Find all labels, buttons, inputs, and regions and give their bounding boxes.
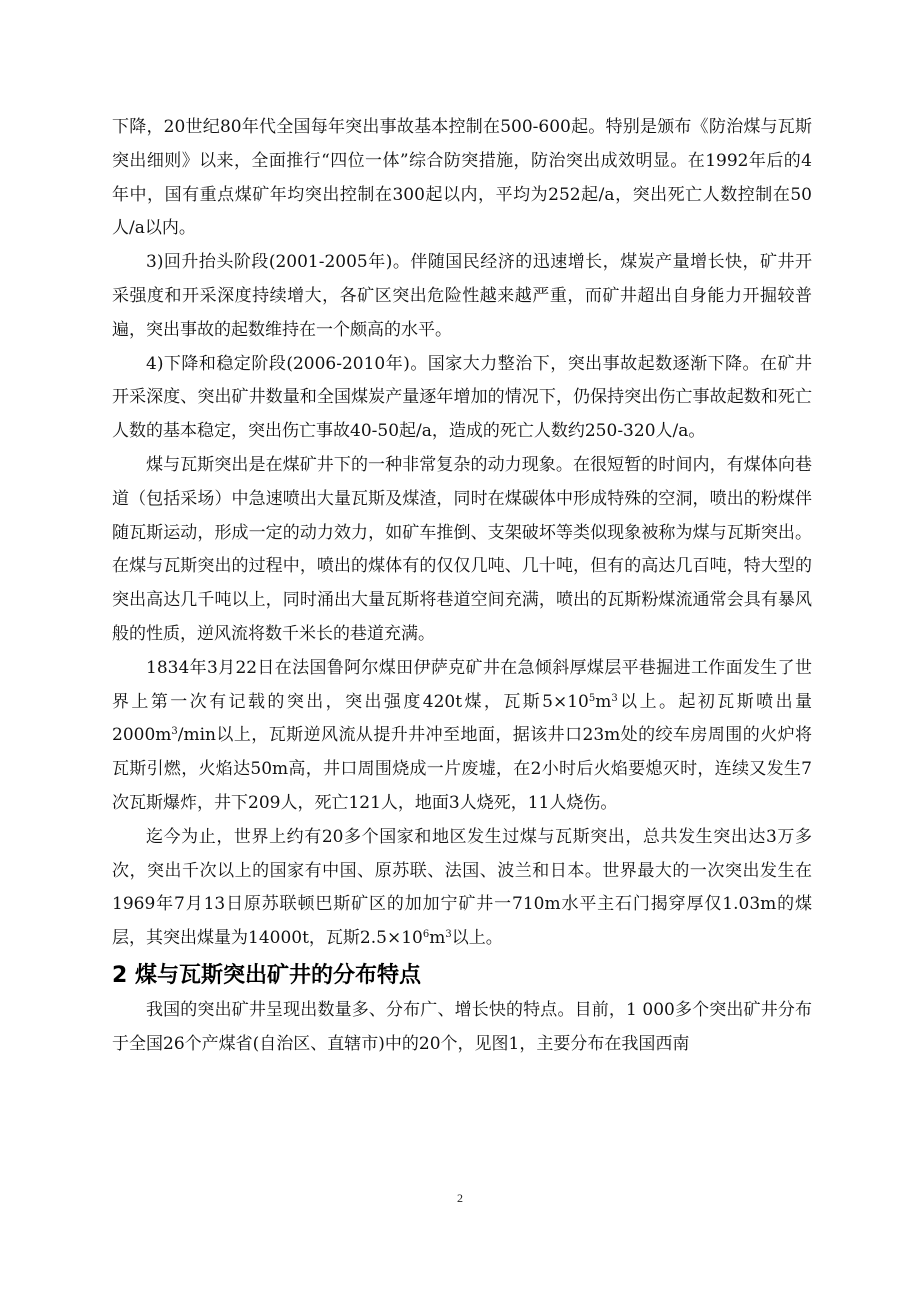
section-heading: 2 煤与瓦斯突出矿井的分布特点 <box>112 962 421 988</box>
superscript: 5 <box>588 692 596 704</box>
paragraph-6-text: 迄今为止，世界上约有20多个国家和地区发生过煤与瓦斯突出，总共发生突出达3万多次，突出千次以上的国家有中国、原苏联、法国、波兰和日本。世界最大的一次突出发生在1969年7月13日原苏联顿巴斯矿区的加加宁矿井一710m水平主石门揭穿厚仅1.03m的煤层，其突出煤量为14000t，瓦斯2.5×10 <box>112 826 812 949</box>
paragraph-6-text: m <box>429 928 446 949</box>
page-number: 2 <box>457 1191 463 1205</box>
page-body <box>112 111 812 1062</box>
superscript: 3 <box>445 929 452 941</box>
paragraph-5 <box>112 652 812 821</box>
paragraph-1: 下降，20世纪80年代全国每年突出事故基本控制在500-600起。特别是颁布《防治煤与瓦斯突出细则》以来，全面推行“四位一体”综合防突措施，防治突出成效明显。在1992年后的4年中，国有重点煤矿年均突出控制在300起以内，平均为252起/a，突出死亡人数控制在50人/a以内。 <box>112 117 812 239</box>
superscript: 3 <box>171 726 178 738</box>
paragraph-6-text: 以上。 <box>451 928 503 949</box>
paragraph-5-text: /min以上，瓦斯逆风流从提升井冲至地面，据该井口23m处的绞车房周围的火炉将瓦斯引燃，火焰达50m高，井口周围烧成一片废墟，在2小时后火焰要熄灭时，连续又发生7次瓦斯爆炸，井下209人，死亡121人，地面3人烧死，11人烧伤。 <box>112 725 812 813</box>
paragraph-4: 煤与瓦斯突出是在煤矿井下的一种非常复杂的动力现象。在很短暂的时间内，有煤体向巷道（包括采场）中急速喷出大量瓦斯及煤渣，同时在煤碳体中形成特殊的空洞，喷出的粉煤伴随瓦斯运动，形成一定的动力效力，如矿车推倒、支架破坏等类似现象被称为煤与瓦斯突出。在煤与瓦斯突出的过程中，喷出的煤体有的仅仅几吨、几十吨，但有的高达几百吨，特大型的突出高达几千吨以上，同时涌出大量瓦斯将巷道空间充满，喷出的瓦斯粉煤流通常会具有暴风般的性质，逆风流将数千米长的巷道充满。 <box>112 454 812 644</box>
paragraph-5-text: m <box>595 691 612 712</box>
paragraph-6 <box>112 821 812 956</box>
paragraph-5-text: 1834年3月22日在法国鲁阿尔煤田伊萨克矿井在急倾斜厚煤层平巷掘进工作面发生了世界上第一次有记载的突出，突出强度420t煤，瓦斯5×10 <box>112 657 812 712</box>
superscript: 3 <box>611 692 618 704</box>
superscript: 6 <box>422 929 430 941</box>
paragraph-3: 4)下降和稳定阶段(2006-2010年)。国家大力整治下，突出事故起数逐渐下降。在矿井开采深度、突出矿井数量和全国煤炭产量逐年增加的情况下，仍保持突出伤亡事故起数和死亡人数的基本稳定，突出伤亡事故40-50起/a，造成的死亡人数约250-320人/a。 <box>112 353 812 442</box>
section-paragraph: 我国的突出矿井呈现出数量多、分布广、增长快的特点。目前，1 000多个突出矿井分布于全国26个产煤省(自治区、直辖市)中的20个，见图1，主要分布在我国西南 <box>112 999 812 1054</box>
paragraph-2: 3)回升抬头阶段(2001-2005年)。伴随国民经济的迅速增长，煤炭产量增长快，矿井开采强度和开采深度持续增大，各矿区突出危险性越来越严重，而矿井超出自身能力开掘较普遍，突出事故的起数维持在一个颇高的水平。 <box>112 252 812 340</box>
paragraph-5-text: 以上。起初瓦斯喷出量2000m <box>112 691 812 746</box>
